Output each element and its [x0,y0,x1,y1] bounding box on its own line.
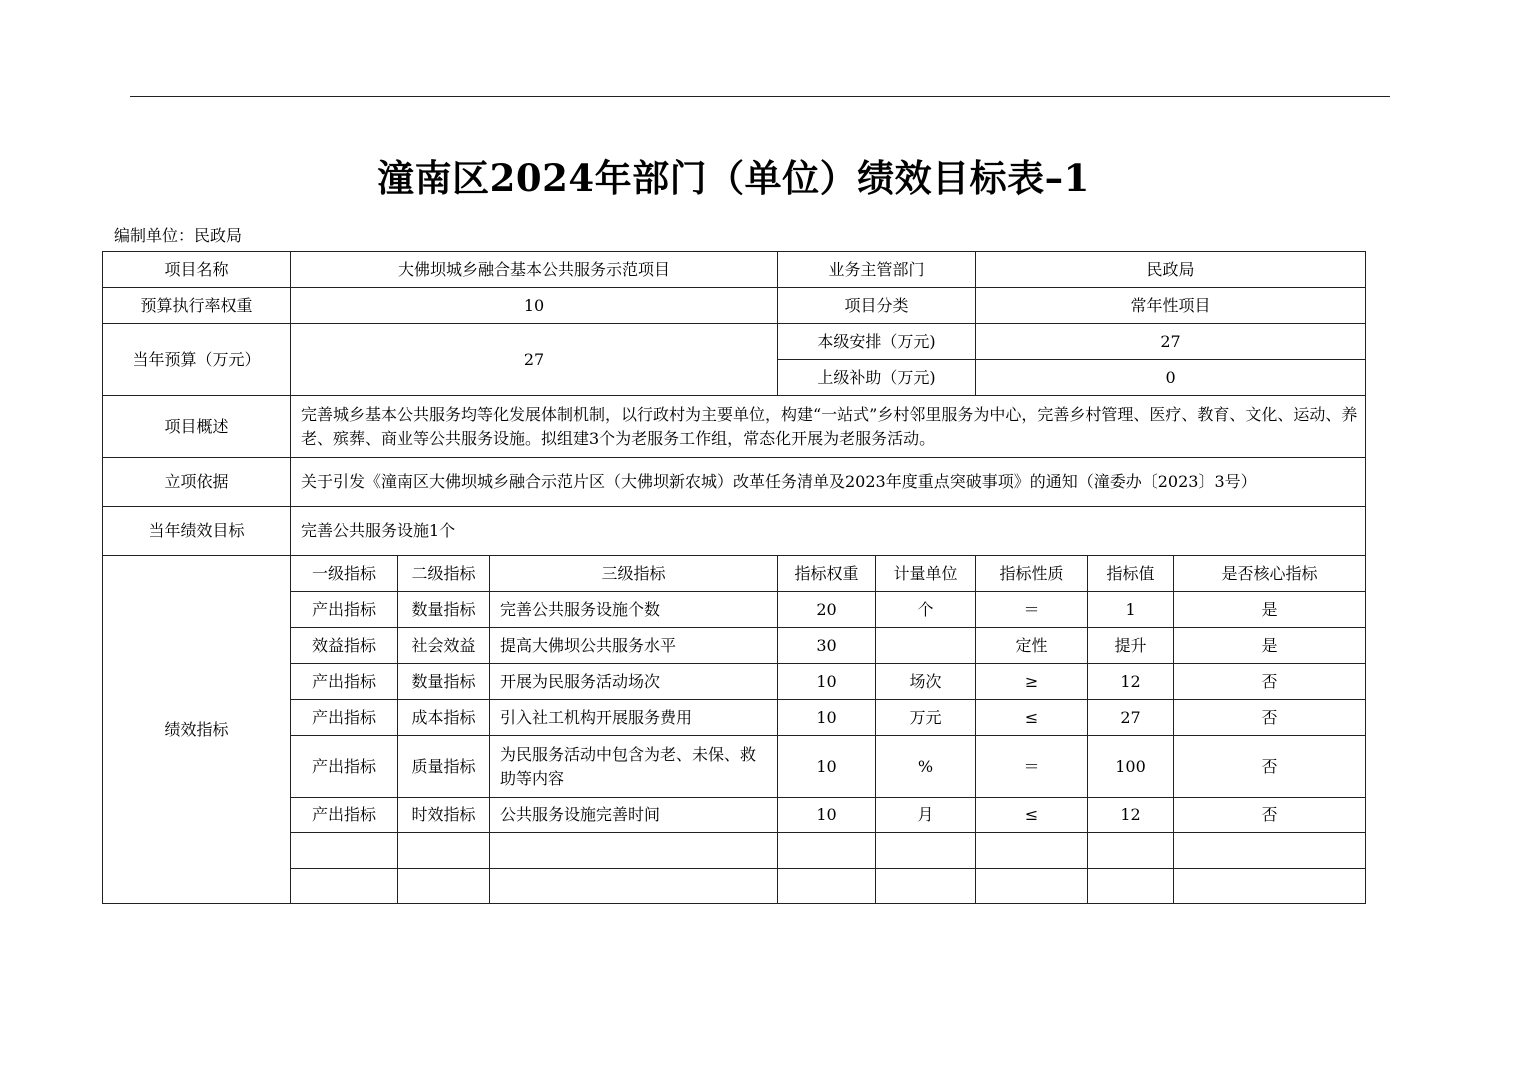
upper-subsidy-value: 0 [976,360,1366,396]
indicator-row [103,664,1366,700]
value-cell: 提升 [1088,628,1174,664]
project-name-value: 大佛坝城乡融合基本公共服务示范项目 [291,252,778,288]
weight-cell: 30 [778,628,876,664]
indicator-row [103,700,1366,736]
category-value: 常年性项目 [976,288,1366,324]
nature-cell: ≥ [976,664,1088,700]
nature-cell: ＝ [976,592,1088,628]
header-unit: 计量单位 [876,556,976,592]
level1-cell: 产出指标 [291,736,398,798]
table-row [103,252,1366,288]
level2-cell: 成本指标 [398,700,490,736]
level2-cell: 社会效益 [398,628,490,664]
indicator-row [103,798,1366,833]
indicator-header-row [103,556,1366,592]
level1-cell: 产出指标 [291,592,398,628]
level2-cell: 时效指标 [398,798,490,833]
weight-cell: 10 [778,700,876,736]
weight-cell: 10 [778,736,876,798]
level2-cell: 数量指标 [398,592,490,628]
basis-value: 关于引发《潼南区大佛坝城乡融合示范片区（大佛坝新农城）改革任务清单及2023年度重点突破事项》的通知（潼委办〔2023〕3号） [291,458,1366,507]
upper-subsidy-label: 上级补助（万元) [778,360,976,396]
table-row [103,507,1366,556]
local-budget-label: 本级安排（万元) [778,324,976,360]
level3-cell: 为民服务活动中包含为老、未保、救助等内容 [490,736,778,798]
document-title: 潼南区2024年部门（单位）绩效目标表–1 [377,156,1090,200]
level2-cell: 数量指标 [398,664,490,700]
project-name-label: 项目名称 [103,252,291,288]
value-cell: 1 [1088,592,1174,628]
unit-cell: 场次 [876,664,976,700]
unit-cell: % [876,736,976,798]
core-cell: 否 [1174,664,1366,700]
nature-cell: ＝ [976,736,1088,798]
table-row [103,288,1366,324]
level3-cell: 公共服务设施完善时间 [490,798,778,833]
header-weight: 指标权重 [778,556,876,592]
core-cell: 否 [1174,736,1366,798]
empty-indicator-row [103,833,1366,869]
nature-cell: 定性 [976,628,1088,664]
value-cell: 12 [1088,664,1174,700]
header-nature: 指标性质 [976,556,1088,592]
budget-weight-value: 10 [291,288,778,324]
nature-cell: ≤ [976,700,1088,736]
level1-cell: 效益指标 [291,628,398,664]
indicators-section-label: 绩效指标 [103,556,291,904]
basis-label: 立项依据 [103,458,291,507]
compiling-unit: 编制单位：民政局 [114,226,243,245]
level3-cell: 完善公共服务设施个数 [490,592,778,628]
header-level2: 二级指标 [398,556,490,592]
overview-label: 项目概述 [103,396,291,458]
nature-cell: ≤ [976,798,1088,833]
goal-label: 当年绩效目标 [103,507,291,556]
table-row [103,396,1366,458]
table-row [103,458,1366,507]
value-cell: 12 [1088,798,1174,833]
weight-cell: 10 [778,664,876,700]
core-cell: 是 [1174,592,1366,628]
unit-cell: 个 [876,592,976,628]
dept-value: 民政局 [976,252,1366,288]
empty-indicator-row [103,869,1366,904]
core-cell: 否 [1174,798,1366,833]
header-rule [130,96,1390,97]
level2-cell: 质量指标 [398,736,490,798]
level3-cell: 引入社工机构开展服务费用 [490,700,778,736]
goal-value: 完善公共服务设施1个 [291,507,1366,556]
level3-cell: 提高大佛坝公共服务水平 [490,628,778,664]
unit-cell: 万元 [876,700,976,736]
budget-weight-label: 预算执行率权重 [103,288,291,324]
indicator-row [103,592,1366,628]
unit-cell [876,628,976,664]
indicator-row [103,628,1366,664]
table-row [103,324,1366,360]
level1-cell: 产出指标 [291,664,398,700]
core-cell: 否 [1174,700,1366,736]
category-label: 项目分类 [778,288,976,324]
value-cell: 100 [1088,736,1174,798]
overview-value: 完善城乡基本公共服务均等化发展体制机制，以行政村为主要单位，构建“一站式”乡村邻里服务为中心，完善乡村管理、医疗、教育、文化、运动、养老、殡葬、商业等公共服务设施。拟组建3个为老服务工作组，常态化开展为老服务活动。 [291,396,1366,458]
level3-cell: 开展为民服务活动场次 [490,664,778,700]
weight-cell: 20 [778,592,876,628]
unit-cell: 月 [876,798,976,833]
indicator-row [103,736,1366,798]
annual-budget-label: 当年预算（万元） [103,324,291,396]
annual-budget-value: 27 [291,324,778,396]
level1-cell: 产出指标 [291,700,398,736]
local-budget-value: 27 [976,324,1366,360]
value-cell: 27 [1088,700,1174,736]
dept-label: 业务主管部门 [778,252,976,288]
weight-cell: 10 [778,798,876,833]
header-level3: 三级指标 [490,556,778,592]
core-cell: 是 [1174,628,1366,664]
level1-cell: 产出指标 [291,798,398,833]
header-core: 是否核心指标 [1174,556,1366,592]
header-level1: 一级指标 [291,556,398,592]
header-value: 指标值 [1088,556,1174,592]
performance-target-table [102,251,1366,904]
